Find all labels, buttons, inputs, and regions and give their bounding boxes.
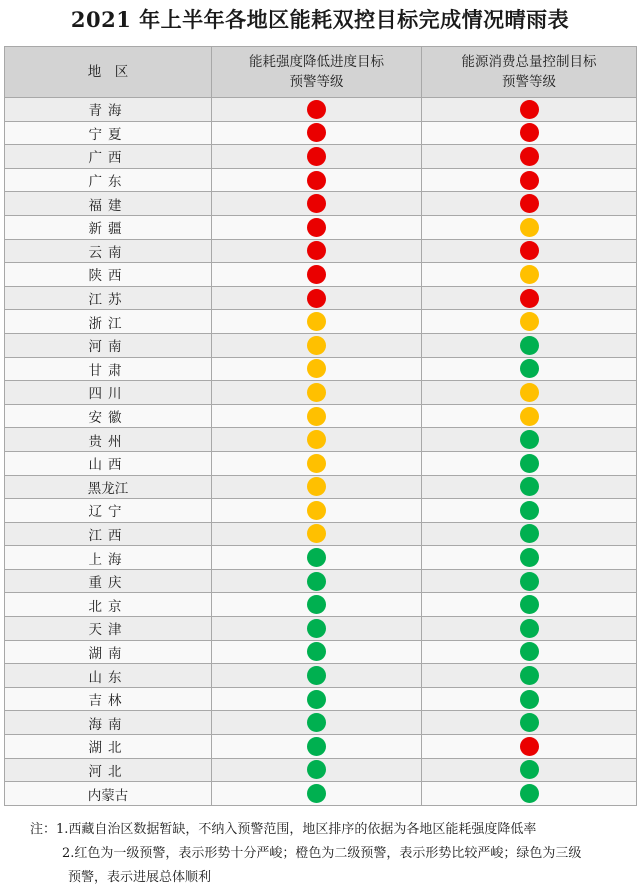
green-warning-dot	[520, 642, 539, 661]
total-level-cell	[422, 192, 637, 216]
table-row	[5, 310, 637, 334]
region-cell	[5, 617, 212, 641]
region-cell	[5, 263, 212, 287]
red-warning-dot	[520, 171, 539, 190]
region-name: 浙江	[88, 315, 128, 332]
green-warning-dot	[520, 572, 539, 591]
red-warning-dot	[307, 241, 326, 260]
table-row	[5, 711, 637, 735]
intensity-level-cell	[212, 640, 422, 664]
region-name: 广东	[88, 174, 128, 191]
total-level-cell	[422, 310, 637, 334]
table-row	[5, 381, 637, 405]
total-level-cell	[422, 546, 637, 570]
intensity-level-cell	[212, 546, 422, 570]
region-name: 新疆	[88, 221, 128, 238]
orange-warning-dot	[307, 312, 326, 331]
intensity-level-cell	[212, 569, 422, 593]
intensity-level-cell	[212, 758, 422, 782]
table-row	[5, 428, 637, 452]
total-level-cell	[422, 711, 637, 735]
orange-warning-dot	[307, 524, 326, 543]
green-warning-dot	[307, 619, 326, 638]
total-level-cell	[422, 782, 637, 806]
header-total-line1: 能源消费总量控制目标	[461, 54, 597, 70]
intensity-level-cell	[212, 98, 422, 122]
region-cell	[5, 357, 212, 381]
region-name: 黑龙江	[87, 480, 129, 497]
warning-table	[4, 46, 637, 806]
total-level-cell	[422, 263, 637, 287]
region-name: 贵州	[88, 433, 128, 450]
green-warning-dot	[307, 666, 326, 685]
total-level-cell	[422, 381, 637, 405]
intensity-level-cell	[212, 404, 422, 428]
orange-warning-dot	[520, 407, 539, 426]
green-warning-dot	[520, 713, 539, 732]
table-row	[5, 499, 637, 523]
total-level-cell	[422, 451, 637, 475]
region-name: 宁夏	[88, 126, 128, 143]
red-warning-dot	[307, 100, 326, 119]
region-name: 辽宁	[88, 504, 128, 521]
table-row	[5, 333, 637, 357]
green-warning-dot	[307, 784, 326, 803]
total-level-cell	[422, 475, 637, 499]
region-name: 吉林	[88, 693, 128, 710]
green-warning-dot	[307, 595, 326, 614]
region-name: 江西	[88, 527, 128, 544]
green-warning-dot	[307, 642, 326, 661]
orange-warning-dot	[520, 265, 539, 284]
region-name: 天津	[88, 622, 128, 639]
header-total	[422, 47, 637, 98]
table-row	[5, 735, 637, 759]
red-warning-dot	[520, 737, 539, 756]
total-level-cell	[422, 428, 637, 452]
red-warning-dot	[307, 289, 326, 308]
orange-warning-dot	[307, 430, 326, 449]
table-row	[5, 404, 637, 428]
orange-warning-dot	[307, 477, 326, 496]
total-level-cell	[422, 687, 637, 711]
region-name: 河北	[88, 763, 128, 780]
region-cell	[5, 782, 212, 806]
table-row	[5, 239, 637, 263]
intensity-level-cell	[212, 522, 422, 546]
region-name: 重庆	[88, 575, 128, 592]
table-row	[5, 640, 637, 664]
region-cell	[5, 239, 212, 263]
region-cell	[5, 98, 212, 122]
green-warning-dot	[307, 737, 326, 756]
table-row	[5, 782, 637, 806]
region-cell	[5, 522, 212, 546]
intensity-level-cell	[212, 475, 422, 499]
intensity-level-cell	[212, 499, 422, 523]
table-row	[5, 758, 637, 782]
intensity-level-cell	[212, 617, 422, 641]
header-region: 地 区	[5, 47, 212, 98]
total-level-cell	[422, 121, 637, 145]
region-cell	[5, 593, 212, 617]
intensity-level-cell	[212, 121, 422, 145]
red-warning-dot	[307, 171, 326, 190]
total-level-cell	[422, 593, 637, 617]
intensity-level-cell	[212, 215, 422, 239]
intensity-level-cell	[212, 145, 422, 169]
region-name: 福建	[88, 197, 128, 214]
region-cell	[5, 735, 212, 759]
red-warning-dot	[520, 123, 539, 142]
intensity-level-cell	[212, 357, 422, 381]
table-row	[5, 263, 637, 287]
green-warning-dot	[307, 572, 326, 591]
region-name: 四川	[88, 386, 128, 403]
region-cell	[5, 475, 212, 499]
total-level-cell	[422, 168, 637, 192]
table-row	[5, 121, 637, 145]
total-level-cell	[422, 640, 637, 664]
red-warning-dot	[307, 147, 326, 166]
green-warning-dot	[520, 784, 539, 803]
region-name: 山西	[88, 457, 128, 474]
intensity-level-cell	[212, 593, 422, 617]
header-intensity-line1: 能耗强度降低进度目标	[249, 54, 384, 70]
region-cell	[5, 640, 212, 664]
orange-warning-dot	[307, 454, 326, 473]
table-row	[5, 593, 637, 617]
region-cell	[5, 215, 212, 239]
header-intensity	[212, 47, 422, 98]
total-level-cell	[422, 145, 637, 169]
orange-warning-dot	[307, 336, 326, 355]
total-level-cell	[422, 758, 637, 782]
intensity-level-cell	[212, 192, 422, 216]
region-name: 安徽	[88, 410, 128, 427]
region-cell	[5, 499, 212, 523]
total-level-cell	[422, 522, 637, 546]
intensity-level-cell	[212, 428, 422, 452]
page-title: 2021 年上半年各地区能耗双控目标完成情况晴雨表	[70, 7, 570, 32]
total-level-cell	[422, 664, 637, 688]
red-warning-dot	[520, 289, 539, 308]
intensity-level-cell	[212, 239, 422, 263]
red-warning-dot	[520, 147, 539, 166]
table-row	[5, 451, 637, 475]
total-level-cell	[422, 333, 637, 357]
region-cell	[5, 569, 212, 593]
green-warning-dot	[520, 430, 539, 449]
region-name: 湖南	[88, 645, 128, 662]
region-cell	[5, 192, 212, 216]
green-warning-dot	[520, 548, 539, 567]
region-cell	[5, 687, 212, 711]
region-name: 陕西	[88, 268, 128, 285]
table-body	[5, 98, 637, 806]
green-warning-dot	[520, 501, 539, 520]
red-warning-dot	[307, 265, 326, 284]
green-warning-dot	[520, 524, 539, 543]
intensity-level-cell	[212, 286, 422, 310]
total-level-cell	[422, 98, 637, 122]
table-row	[5, 546, 637, 570]
total-level-cell	[422, 286, 637, 310]
region-name: 青海	[88, 103, 128, 120]
red-warning-dot	[520, 194, 539, 213]
red-warning-dot	[307, 218, 326, 237]
region-name: 江苏	[88, 292, 128, 309]
red-warning-dot	[307, 123, 326, 142]
region-cell	[5, 121, 212, 145]
region-cell	[5, 381, 212, 405]
total-level-cell	[422, 404, 637, 428]
region-cell	[5, 546, 212, 570]
table-row	[5, 145, 637, 169]
intensity-level-cell	[212, 711, 422, 735]
total-level-cell	[422, 499, 637, 523]
intensity-level-cell	[212, 451, 422, 475]
region-cell	[5, 286, 212, 310]
green-warning-dot	[520, 595, 539, 614]
region-name: 内蒙古	[87, 787, 129, 804]
green-warning-dot	[307, 760, 326, 779]
total-level-cell	[422, 357, 637, 381]
region-cell	[5, 168, 212, 192]
footnote-line-2: 2.红色为一级预警，表示形势十分严峻；橙色为二级预警，表示形势比较严峻；绿色为三级	[62, 846, 582, 861]
table-row	[5, 98, 637, 122]
table-row	[5, 357, 637, 381]
region-name: 云南	[88, 244, 128, 261]
table-row	[5, 475, 637, 499]
intensity-level-cell	[212, 333, 422, 357]
total-level-cell	[422, 617, 637, 641]
green-warning-dot	[520, 619, 539, 638]
intensity-level-cell	[212, 381, 422, 405]
total-level-cell	[422, 239, 637, 263]
orange-warning-dot	[307, 383, 326, 402]
footnote-line-1: 注：1.西藏自治区数据暂缺，不纳入预警范围，地区排序的依据为各地区能耗强度降低率	[30, 822, 537, 837]
table-header-row	[5, 47, 637, 98]
table-row	[5, 286, 637, 310]
table-row	[5, 687, 637, 711]
green-warning-dot	[520, 690, 539, 709]
region-cell	[5, 711, 212, 735]
region-cell	[5, 451, 212, 475]
orange-warning-dot	[520, 218, 539, 237]
region-cell	[5, 333, 212, 357]
table-row	[5, 192, 637, 216]
region-name: 上海	[88, 551, 128, 568]
green-warning-dot	[520, 454, 539, 473]
intensity-level-cell	[212, 310, 422, 334]
green-warning-dot	[307, 713, 326, 732]
red-warning-dot	[307, 194, 326, 213]
table-row	[5, 569, 637, 593]
red-warning-dot	[520, 100, 539, 119]
green-warning-dot	[520, 760, 539, 779]
region-name: 广西	[88, 150, 128, 167]
total-level-cell	[422, 215, 637, 239]
orange-warning-dot	[307, 501, 326, 520]
orange-warning-dot	[307, 407, 326, 426]
header-intensity-line2: 预警等级	[289, 74, 344, 90]
red-warning-dot	[520, 241, 539, 260]
region-cell	[5, 310, 212, 334]
table-row	[5, 168, 637, 192]
orange-warning-dot	[520, 312, 539, 331]
intensity-level-cell	[212, 263, 422, 287]
intensity-level-cell	[212, 168, 422, 192]
intensity-level-cell	[212, 664, 422, 688]
total-level-cell	[422, 569, 637, 593]
green-warning-dot	[520, 359, 539, 378]
region-name: 北京	[88, 598, 128, 615]
region-cell	[5, 664, 212, 688]
table-row	[5, 664, 637, 688]
orange-warning-dot	[307, 359, 326, 378]
green-warning-dot	[520, 666, 539, 685]
table-row	[5, 522, 637, 546]
green-warning-dot	[307, 548, 326, 567]
region-cell	[5, 758, 212, 782]
header-total-line2: 预警等级	[502, 74, 556, 90]
green-warning-dot	[520, 477, 539, 496]
region-name: 甘肃	[88, 362, 128, 379]
intensity-level-cell	[212, 782, 422, 806]
green-warning-dot	[307, 690, 326, 709]
region-name: 海南	[88, 716, 128, 733]
green-warning-dot	[520, 336, 539, 355]
region-name: 山东	[88, 669, 128, 686]
region-cell	[5, 145, 212, 169]
total-level-cell	[422, 735, 637, 759]
intensity-level-cell	[212, 687, 422, 711]
region-cell	[5, 404, 212, 428]
region-name: 湖北	[88, 740, 128, 757]
table-row	[5, 617, 637, 641]
footnotes	[30, 818, 630, 890]
intensity-level-cell	[212, 735, 422, 759]
table-row	[5, 215, 637, 239]
orange-warning-dot	[520, 383, 539, 402]
region-name: 河南	[88, 339, 128, 356]
footnote-line-3: 预警，表示进展总体顺利	[68, 870, 212, 885]
region-cell	[5, 428, 212, 452]
